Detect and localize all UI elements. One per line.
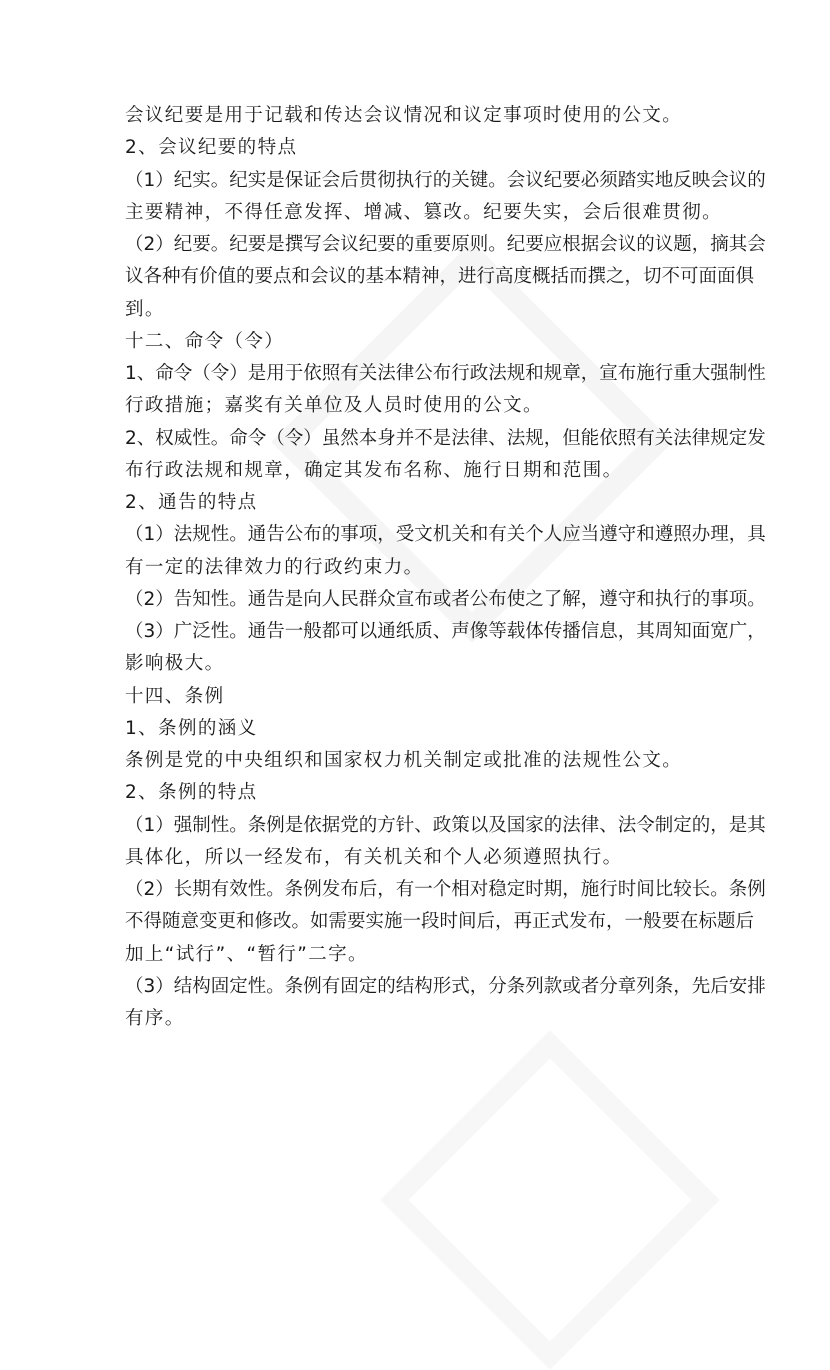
text-line: （3）广泛性。通告一般都可以通纸质、声像等载体传播信息，其周知面宽广， (125, 621, 766, 642)
text-line: 有序。 (125, 1008, 185, 1029)
text-line: （1）纪实。纪实是保证会后贯彻执行的关键。会议纪要必须踏实地反映会议的 (125, 169, 766, 191)
text-line: 行政措施；嘉奖有关单位及人员时使用的公文。 (125, 395, 543, 417)
text-line: 2、权威性。命令（令）虽然本身并不是法律、法规，但能依照有关法律规定发 (125, 427, 766, 449)
watermark (380, 1030, 719, 1369)
text-line: 2、通告的特点 (125, 492, 258, 513)
text-line: （1）强制性。条例是依据党的方针、政策以及国家的法律、法令制定的，是其 (125, 814, 766, 836)
text-line: （2）长期有效性。条例发布后，有一个相对稳定时期，施行时间比较长。条例 (125, 879, 766, 900)
text-line: 2、会议纪要的特点 (125, 137, 298, 159)
text-line: 布行政法规和规章，确定其发布名称、施行日期和范围。 (125, 459, 623, 481)
text-line: 1、命令（令）是用于依照有关法律公布行政法规和规章，宣布施行重大强制性 (125, 363, 766, 384)
text-line: 十二、命令（令） (125, 330, 285, 352)
text-line: 会议纪要是用于记载和传达会议情况和议定事项时使用的公文。 (125, 105, 683, 126)
document-body (125, 100, 766, 1035)
text-line: 有一定的法律效力的行政约束力。 (125, 556, 424, 578)
text-line: 1、条例的涵义 (125, 717, 258, 739)
text-line: 主要精神，不得任意发挥、增减、篡改。纪要失实，会后很难贯彻。 (125, 201, 723, 223)
text-line: 2、条例的特点 (125, 782, 258, 804)
text-line: 条例是党的中央组织和国家权力机关制定或批准的法规性公文。 (125, 750, 683, 771)
text-line: （2）告知性。通告是向人民群众宣布或者公布使之了解，遵守和执行的事项。 (125, 588, 766, 610)
text-line: 议各种有价值的要点和会议的基本精神，进行高度概括而撰之，切不可面面俱 (125, 266, 755, 288)
text-line: 到。 (125, 298, 165, 320)
text-line: 不得随意变更和修改。如需要实施一段时间后，再正式发布，一般要在标题后 (125, 911, 755, 933)
text-line: （3）结构固定性。条例有固定的结构形式，分条列款或者分章列条，先后安排 (125, 975, 766, 997)
text-line: 影响极大。 (125, 653, 225, 675)
text-line: 加上“试行”、“暂行”二字。 (125, 943, 368, 965)
text-line: 具体化，所以一经发布，有关机关和个人必须遵照执行。 (125, 846, 623, 868)
text-line: （1）法规性。通告公布的事项，受文机关和有关个人应当遵守和遵照办理，具 (125, 524, 766, 546)
text-line: 十四、条例 (125, 685, 225, 707)
text-line: （2）纪要。纪要是撰写会议纪要的重要原则。纪要应根据会议的议题，摘其会 (125, 234, 766, 255)
